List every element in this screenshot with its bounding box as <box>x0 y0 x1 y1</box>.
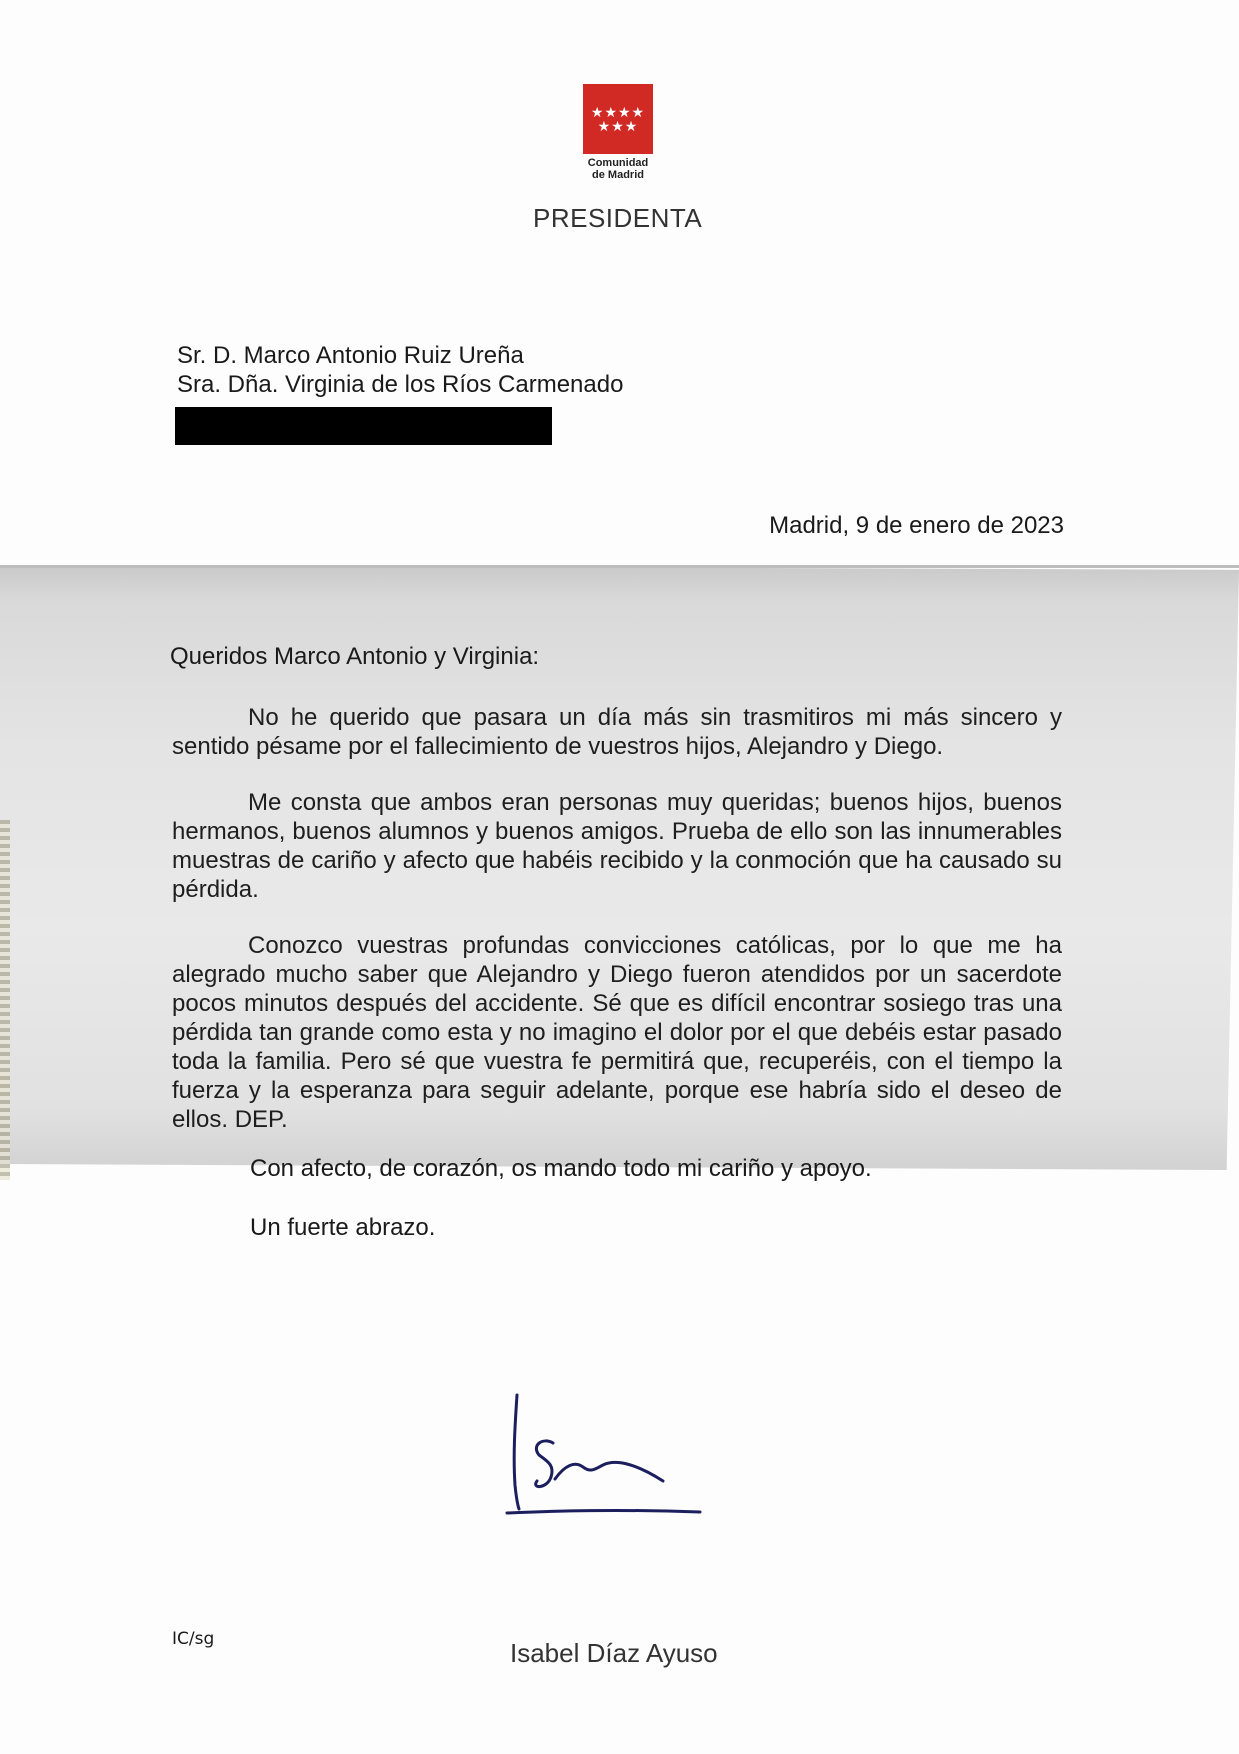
recipient-address <box>177 341 623 399</box>
redacted-address-block <box>175 407 552 445</box>
office-title: PRESIDENTA <box>533 203 703 233</box>
recipient-line-2: Sra. Dña. Virginia de los Ríos Carmenado <box>177 371 624 398</box>
logo-stars-bottom-icon: ★★★ <box>597 118 639 134</box>
signer-name: Isabel Díaz Ayuso <box>510 1638 718 1668</box>
comunidad-madrid-logo <box>583 84 653 154</box>
closing-line-2: Un fuerte abrazo. <box>250 1214 436 1241</box>
logo-caption-line2: de Madrid <box>592 169 644 181</box>
background-fabric-edge <box>0 820 10 1180</box>
letter-date: Madrid, 9 de enero de 2023 <box>769 512 1064 539</box>
logo-stars-top-icon: ★★★★ <box>590 104 646 120</box>
logo-caption <box>572 157 664 181</box>
body-paragraph-1: No he querido que pasara un día más sin trasmitiros mi más sincero y sentido pésame por el fallecimiento de vuestros hijos, Alejandro y Diego. <box>172 704 1062 760</box>
paper-fold-edge <box>0 565 1239 568</box>
body-paragraph-2: Me consta que ambos eran personas muy queridas; buenos hijos, buenos hermanos, buenos alumnos y buenos amigos. Prueba de ello son las innumerables muestras de cariño y afecto que habéis recibido y la conmoción que ha causado su pérdida. <box>172 789 1062 903</box>
body-paragraph-3: Conozco vuestras profundas convicciones católicas, por lo que me ha alegrado mucho saber que Alejandro y Diego fueron atendidos por un sacerdote pocos minutos después del accidente. Sé que es difícil encontrar sosiego tras una pérdida tan grande como esta y no imagino el dolor por el que debéis estar pasado toda la familia. Pero sé que vuestra fe permitirá que, recuperéis, con el tiempo la fuerza y la esperanza para seguir adelante, porque ese habría sido el deseo de ellos. DEP. <box>172 932 1062 1133</box>
closing-line-1: Con afecto, de corazón, os mando todo mi cariño y apoyo. <box>250 1155 872 1182</box>
reference-initials: IC/sg <box>172 1629 215 1649</box>
recipient-line-1: Sr. D. Marco Antonio Ruiz Ureña <box>177 342 524 369</box>
salutation: Queridos Marco Antonio y Virginia: <box>170 643 540 670</box>
handwritten-signature <box>495 1385 715 1525</box>
logo-caption-line1: Comunidad <box>587 157 649 169</box>
